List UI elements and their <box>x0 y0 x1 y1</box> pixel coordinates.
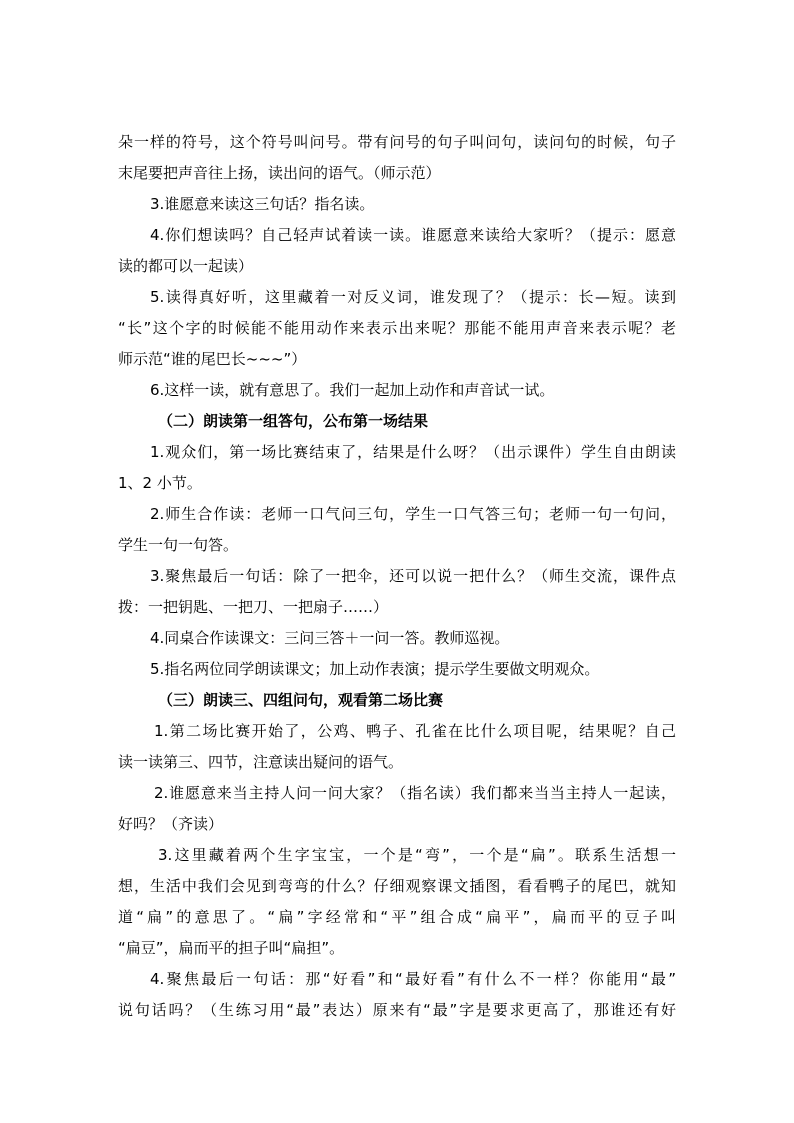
text-line: “扁豆”，扁而平的担子叫“扁担”。 <box>118 939 345 957</box>
text-line: 1.观众们，第一场比赛结束了，结果是什么呀？（出示课件）学生自由朗读 <box>150 443 676 461</box>
text-line: 2.师生合作读：老师一口气问三句，学生一口气答三句；老师一句一句问， <box>150 505 676 523</box>
text-line: 师示范“谁的尾巴长~~~”） <box>118 350 307 368</box>
text-line: 5.指名两位同学朗读课文；加上动作表演；提示学生要做文明观众。 <box>150 660 600 678</box>
text-line: 6.这样一读，就有意思了。我们一起加上动作和声音试一试。 <box>150 381 555 399</box>
section-heading: （三）朗读三、四组问句，观看第二场比赛 <box>158 691 444 709</box>
text-line: 好吗？（齐读） <box>118 815 224 833</box>
text-line: 3.聚焦最后一句话：除了一把伞，还可以说一把什么？（师生交流，课件点 <box>150 567 676 585</box>
text-line: 读一读第三、四节，注意读出疑问的语气。 <box>118 753 404 771</box>
text-line: 4.同桌合作读课文：三问三答＋一问一答。教师巡视。 <box>150 629 510 647</box>
text-line: 2.谁愿意来当主持人问一问大家？（指名读）我们都来当当主持人一起读， <box>154 784 676 802</box>
text-line: 朵一样的符号，这个符号叫问号。带有问号的句子叫问句，读问句的时候，句子 <box>118 133 676 151</box>
text-line: 拨：一把钥匙、一把刀、一把扇子……） <box>118 598 389 616</box>
text-line: 末尾要把声音往上扬，读出问的语气。（师示范） <box>118 164 441 182</box>
text-line: 读的都可以一起读） <box>118 257 254 275</box>
text-line: 说句话吗？（生练习用“最”表达）原来有“最”字是要求更高了，那谁还有好 <box>118 1001 676 1019</box>
text-line: 1、2 小节。 <box>118 474 202 492</box>
text-line: “长”这个字的时候能不能用动作来表示出来呢？那能不能用声音来表示呢？老 <box>118 319 676 337</box>
text-line: 3.这里藏着两个生字宝宝，一个是“弯”，一个是“扁”。联系生活想一 <box>158 846 676 864</box>
text-line: 3.谁愿意来读这三句话？指名读。 <box>150 195 375 213</box>
section-heading: （二）朗读第一组答句，公布第一场结果 <box>158 412 429 430</box>
text-line: 学生一句一句答。 <box>118 536 239 554</box>
text-line: 4.你们想读吗？自己轻声试着读一读。谁愿意来读给大家听？（提示：愿意 <box>150 226 676 244</box>
document-body <box>118 127 676 1026</box>
text-line: 1.第二场比赛开始了，公鸡、鸭子、孔雀在比什么项目呢，结果呢？自己 <box>154 722 676 740</box>
text-line: 5.读得真好听，这里藏着一对反义词，谁发现了？（提示：长—短。读到 <box>150 288 676 306</box>
text-line: 4.聚焦最后一句话：那“好看”和“最好看”有什么不一样？你能用“最” <box>150 970 676 988</box>
text-line: 道“扁”的意思了。“扁”字经常和“平”组合成“扁平”，扁而平的豆子叫 <box>118 908 676 926</box>
text-line: 想，生活中我们会见到弯弯的什么？仔细观察课文插图，看看鸭子的尾巴，就知 <box>118 877 676 895</box>
